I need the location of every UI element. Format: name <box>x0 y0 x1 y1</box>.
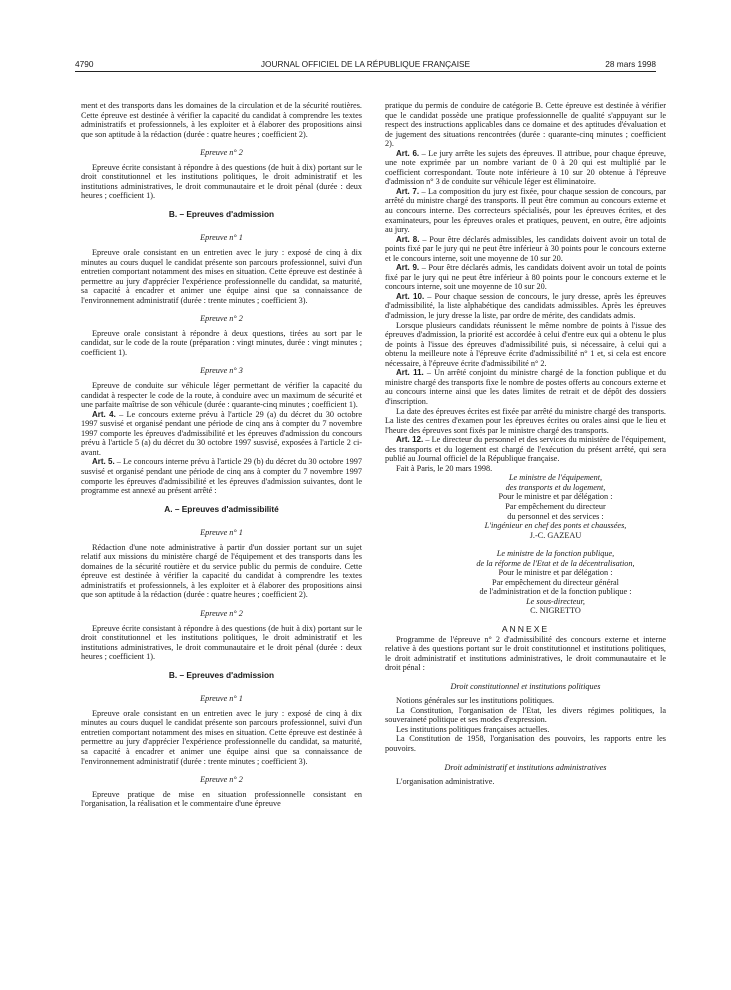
signature-line: J.-C. GAZEAU <box>529 530 582 540</box>
paragraph: La Constitution, l'organisation de l'Etat, les divers régimes politiques, la souveraineté politique et ses modes d'expression. <box>385 705 666 725</box>
article-number: Art. 8. <box>396 234 420 244</box>
signature-line: Le ministre de la fonction publique, <box>496 549 615 559</box>
signature-line: du personnel et des services : <box>507 511 604 521</box>
epreuve-label: Epreuve n° 2 <box>200 608 243 618</box>
signature-line: des transports et du logement, <box>505 482 606 492</box>
spacer <box>81 305 362 314</box>
article-paragraph <box>81 410 362 458</box>
article-paragraph <box>385 149 666 187</box>
signature-line: Le ministre de l'équipement, <box>508 473 603 483</box>
spacer <box>81 139 362 148</box>
signature-line: Par empêchement du directeur général <box>492 577 619 587</box>
section-heading: B. – Epreuves d'admission <box>168 208 275 219</box>
article-paragraph <box>385 435 666 464</box>
spacer <box>385 540 666 549</box>
paragraph: Les institutions politiques françaises actuelles. <box>396 724 550 734</box>
page-number: 4790 <box>75 59 94 69</box>
paragraph: L'organisation administrative. <box>396 777 495 787</box>
epreuve-label: Epreuve n° 2 <box>200 314 243 324</box>
signature-line: Par empêchement du directeur <box>505 501 606 511</box>
epreuve-label: Epreuve n° 3 <box>200 366 243 376</box>
signature-line: de la réforme de l'Etat et de la décentralisation, <box>476 558 635 568</box>
article-text: – Pour être déclarés admissibles, les candidats doivent avoir un total de points fixé par le jury qui ne peut être inférieur à 30 points pour le concours externe et le concours interne, soit une moyenne de 10 sur 20. <box>385 234 667 263</box>
article-text: – Le concours interne prévu à l'article 29 (b) du décret du 30 octobre 1997 susvisé et organisé pendant une période de cinq ans à compter du 7 novembre 1997 comporte les épreuves d'admissibilité et les épreuves d'admission suivantes, dont le programme est annexé au présent arrêté : <box>81 457 363 496</box>
spacer <box>81 219 362 228</box>
page-header <box>75 59 656 71</box>
article-text: – Le concours externe prévu à l'article 29 (a) du décret du 30 octobre 1997 susvisé et organisé pendant une période de cinq ans à compter du 7 novembre 1997 comporte les épreuves d'admissibilité et les épreuves d'admission du concours prévu à l'article 5 (a) du décret du 30 octobre 1997 susvisé, exposées à l'article 2 ci-avant. <box>81 409 363 457</box>
annex-title: ANNEXE <box>501 623 550 634</box>
signature-line: Le sous-directeur, <box>526 596 585 606</box>
signature-line: Pour le ministre et par délégation : <box>498 492 613 502</box>
journal-title: JOURNAL OFFICIEL DE LA RÉPUBLIQUE FRANÇAISE <box>260 59 471 69</box>
paragraph: Epreuve écrite consistant à répondre à des questions (de huit à dix) portant sur le droit constitutionnel et les institutions politiques, le droit administratif et les institutions administratives, le droit communautaire et le droit pénal (durée : deux heures ; coefficient 1). <box>81 623 362 662</box>
epreuve-label: Epreuve n° 1 <box>200 528 243 538</box>
article-paragraph <box>385 368 666 406</box>
spacer <box>81 766 362 775</box>
epreuve-label: Epreuve n° 2 <box>200 775 243 785</box>
article-number: Art. 5. <box>92 457 115 467</box>
article-text: – Pour chaque session de concours, le jury dresse, après les épreuves d'admissibilité, la liste alphabétique des candidats admissibles. Après les épreuves d'admission, le jury dresse la liste, par ordre de mérite, des candidats admis. <box>385 291 666 321</box>
paragraph: Rédaction d'une note administrative à partir d'un dossier portant sur un sujet relatif aux missions du ministère chargé de l'équipement et des transports dans les domaines de la sécurité routière et du service public du permis de conduire. Cette épreuve est destinée à vérifier la capacité du candidat à comprendre les textes administratifs et professionnels, à les exploiter et à élaborer des propositions ainsi que son aptitude à la rédaction (durée : quatre heures ; coefficient 2). <box>81 542 362 600</box>
article-number: Art. 4. <box>92 409 116 419</box>
paragraph: Fait à Paris, le 20 mars 1998. <box>396 463 493 473</box>
article-text: – La composition du jury est fixée, pour chaque session de concours, par arrêté du ministre chargé des transports. Il peut être commun au concours externe et au concours interne. Des correcteurs spécialisés, pour les épreuves écrites, et des examinateurs, pour les épreuves orales et pratiques, peuvent, en outre, être adjoints au jury. <box>385 186 667 235</box>
paragraph: ment et des transports dans les domaines de la circulation et de la sécurité routières. Cette épreuve est destinée à vérifier la capacité du candidat à comprendre les textes administratifs et professionnels, à les exploiter et à élaborer des propositions ainsi que son aptitude à la rédaction (durée : quatre heures ; coefficient 2). <box>81 101 362 139</box>
signature-line: C. NIGRETTO <box>530 606 581 616</box>
article-text: – Le jury arrête les sujets des épreuves. Il attribue, pour chaque épreuve, une note exprimée par un nombre variant de 0 à 20 qui est multiplié par le coefficient correspondant. Toute note inférieure à 10 sur 20 obtenue à l'épreuve d'admission n° 3 de conduite sur véhicule léger est éliminatoire. <box>385 148 666 187</box>
section-heading: A. – Epreuves d'admissibilité <box>164 503 279 514</box>
paragraph: Programme de l'épreuve n° 2 d'admissibilité des concours externe et interne relative à des questions portant sur le droit constitutionnel et institutions politiques, le droit administratif et institutions administratives, le droit communautaire et le droit pénal : <box>385 634 666 673</box>
spacer <box>81 514 362 523</box>
annex-subheading: Droit administratif et institutions administratives <box>444 762 607 772</box>
signature-line: Pour le ministre et par délégation : <box>498 568 613 578</box>
article-paragraph <box>385 235 666 264</box>
epreuve-label: Epreuve n° 2 <box>200 148 243 158</box>
article-text: – Pour être déclarés admis, les candidats doivent avoir un total de points fixé par le jury qui ne peut être inférieur à 80 points pour le concours externe et le concours interne, soit une moyenne de 10 sur 20. <box>385 263 666 292</box>
epreuve-label: Epreuve n° 1 <box>200 694 243 704</box>
article-paragraph <box>385 263 666 292</box>
article-number: Art. 9. <box>396 263 420 273</box>
paragraph: La Constitution de 1958, l'organisation des pouvoirs, les rapports entre les pouvoirs. <box>385 734 666 753</box>
article-number: Art. 11. <box>396 368 424 378</box>
paragraph: Epreuve orale consistant à répondre à deux questions, tirées au sort par le candidat, sur le code de la route (préparation : vingt minutes, durée : vingt minutes ; coefficient 1). <box>81 328 362 357</box>
article-paragraph <box>81 457 362 495</box>
article-paragraph <box>385 292 666 321</box>
left-column <box>81 101 362 809</box>
paragraph: Epreuve écrite consistant à répondre à des questions (de huit à dix) portant sur le droit constitutionnel et les institutions politiques, le droit administratif et les institutions administratives, le droit communautaire et le droit pénal (durée : deux heures ; coefficient 1). <box>81 162 362 201</box>
article-number: Art. 10. <box>396 291 425 301</box>
article-number: Art. 7. <box>396 186 420 196</box>
signature-line: de l'administration et de la fonction publique : <box>479 587 632 597</box>
article-number: Art. 12. <box>396 435 424 445</box>
header-rule <box>75 71 656 72</box>
right-column <box>385 101 666 787</box>
paragraph: Lorsque plusieurs candidats réunissent le même nombre de points à l'issue des épreuves d'admission, la priorité est accordée à celui d'entre eux qui a obtenu le plus de points à l'issue des épreuves d'admissibilité puis, si nécessaire, à celui qui a obtenu la meilleure note à l'épreuve écrite d'admissibilité n° 1 et, si cela est encore nécessaire, à l'épreuve écrite d'admissibilité n° 2. <box>385 320 666 368</box>
spacer <box>385 754 666 763</box>
spacer <box>81 357 362 366</box>
paragraph: Epreuve orale consistant en un entretien avec le jury : exposé de cinq à dix minutes au cours duquel le candidat présente son parcours professionnel, suivi d'un entretien comportant notamment des mises en situation. Cette épreuve est destinée à permettre au jury d'apprécier l'expérience professionnelle du candidat, sa maturité, sa capacité à encadrer et animer une équipe ainsi que sa connaissance de l'environnement administratif (durée : trente minutes ; coefficient 3). <box>81 248 362 305</box>
paragraph: Epreuve orale consistant en un entretien avec le jury : exposé de cinq à dix minutes au cours duquel le candidat présente son parcours professionnel, suivi d'un entretien comportant notamment des mises en situation. Cette épreuve est destinée à permettre au jury d'apprécier l'expérience professionnelle du candidat, sa maturité, sa capacité à encadrer et animer une équipe ainsi que sa connaissance de l'environnement administratif (durée : trente minutes ; coefficient 3). <box>81 708 362 766</box>
article-number: Art. 6. <box>396 148 420 158</box>
annex-subheading: Droit constitutionnel et institutions politiques <box>450 681 601 691</box>
article-text: – Un arrêté conjoint du ministre chargé de la fonction publique et du ministre chargé des transports fixe le nombre de postes offerts au concours externe et au concours interne ainsi que les dates limites de retrait et de dépôt des dossiers d'inscription. <box>385 368 666 406</box>
section-heading: B. – Epreuves d'admission <box>168 669 275 680</box>
paragraph: Epreuve pratique de mise en situation professionnelle consistant en l'organisation, la réalisation et le commentaire d'une épreuve <box>81 789 362 809</box>
issue-date: 28 mars 1998 <box>605 59 656 69</box>
article-text: – Le directeur du personnel et des services du ministère de l'équipement, des transports et du logement est chargé de l'exécution du présent arrêté, qui sera publié au Journal officiel de la République française. <box>385 435 666 464</box>
paragraph: Epreuve de conduite sur véhicule léger permettant de vérifier la capacité du candidat à respecter le code de la route, à conduire avec un maximum de sécurité et une parfaite maîtrise de son véhicule (durée : quarante-cinq minutes ; coefficient 1). <box>81 381 362 410</box>
paragraph: pratique du permis de conduire de catégorie B. Cette épreuve est destinée à vérifier que le candidat possède une pratique professionnelle de qualité s'appuyant sur le respect des instructions applicables dans ce domaine et des aptitudes d'évaluation et de jugement des situations rencontrées (durée : quarante-cinq minutes ; coefficient 2). <box>385 101 666 149</box>
paragraph: Notions générales sur les institutions politiques. <box>396 696 555 706</box>
spacer <box>81 680 362 689</box>
epreuve-label: Epreuve n° 1 <box>200 233 243 243</box>
signature-line: L'ingénieur en chef des ponts et chaussées, <box>484 521 627 531</box>
article-paragraph <box>385 187 666 235</box>
paragraph: La date des épreuves écrites est fixée par arrêté du ministre chargé des transports. La liste des centres d'examen pour les épreuves écrites ou orales ainsi que le lieu et l'heure des épreuves sont fixés par le ministre chargé des transports. <box>385 406 666 435</box>
spacer <box>385 673 666 682</box>
spacer <box>81 600 362 609</box>
